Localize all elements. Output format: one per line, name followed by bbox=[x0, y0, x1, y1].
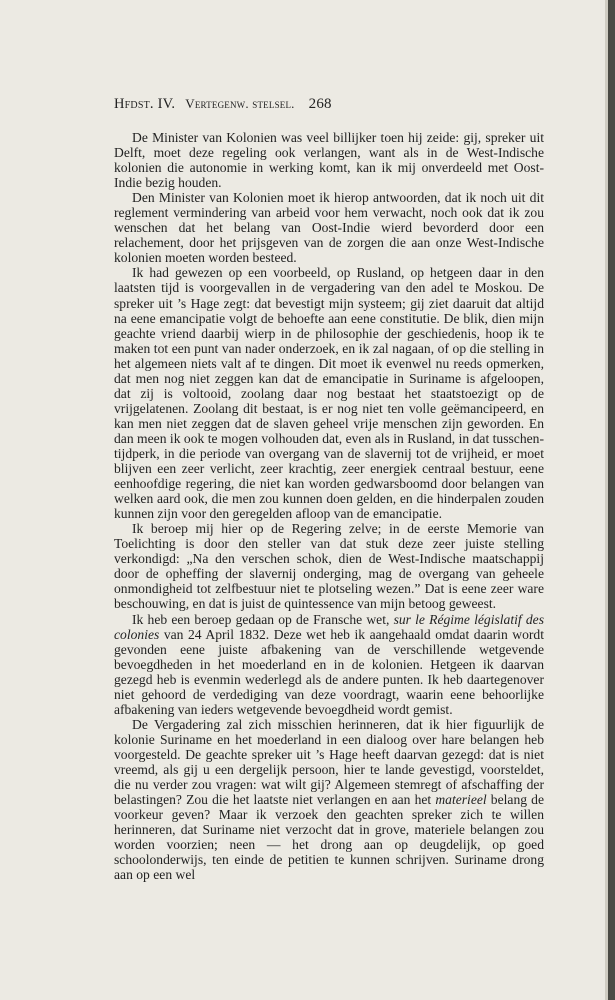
page-number: 268 bbox=[308, 96, 332, 112]
running-head bbox=[114, 96, 544, 120]
chapter-label: Hfdst. IV. bbox=[114, 96, 176, 112]
paragraph-text: Ik heb een beroep gedaan op de Fransche wet, bbox=[132, 611, 394, 627]
paragraph bbox=[114, 521, 544, 611]
paragraph bbox=[114, 130, 544, 190]
paragraph bbox=[114, 265, 544, 521]
page-content bbox=[114, 96, 544, 882]
body-text bbox=[114, 130, 544, 882]
section-label: Vertegenw. stelsel. bbox=[185, 96, 295, 111]
law-title-italic: sur le Régime législatif des colonies bbox=[114, 611, 544, 642]
paragraph bbox=[114, 717, 544, 883]
paragraph-text: Ik had gewezen op een voorbeeld, op Rusland, op hetgeen daar in den laatsten tijd is voorgevallen in de vergadering van den adel te Moskou. De spreker uit ’s Hage zegt: dat bevestigt mijn systeem; gij ziet daaruit dat altijd na eene emancipatie volgt de behoefte aan eene constitutie. De blik, dien mijn geachte vriend daarbij wierp in de philosophie der geschiedenis, hoop ik te maken tot een punt van nader onderzoek, en ik zal nagaan, of op die stelling in het algemeen niets valt af te dingen. Dit moet ik evenwel nu reeds opmerken, dat men nog niet zeggen kan dat de emancipatie in Suriname is afgeloopen, dat zij is voltooid, zoolang daar nog bestaat het staatstoezigt op de vrijgelatenen. Zoolang dit bestaat, is er nog niet ten volle geëmancipeerd, en kan men niet zeggen dat de slaven geheel vrije menschen zijn geworden. En dan meen ik ook te mogen volhouden dat, even als in Rusland, in dat tusschen-tijdperk, in die periode van overgang van de slavernij tot de vrijheid, er moet blijven een zeer verlicht, zeer krachtig, zeer energiek centraal bestuur, eene eenhoofdige regering, die niet kan worden gedwarsboomd door belangen van welken aard ook, die men zou kunnen doen gelden, en die hinderpalen zouden kunnen zijn voor den geregelden afloop van de emancipatie. bbox=[114, 265, 544, 522]
paragraph bbox=[114, 190, 544, 265]
paragraph-text: Ik beroep mij hier op de Regering zelve; in de eerste Memorie van Toelichting is door den steller van dat stuk deze zeer juiste stelling verkondigd: „Na den verschen schok, dien de West-Indische maatschappij door de opheffing der slavernij onderging, mag de overgang van geheele onmondigheid tot zelfbestuur niet te plotseling wezen.” Dat is eene zeer ware beschouwing, en dat is juist de quintessence van mijn betoog geweest. bbox=[114, 521, 544, 612]
paragraph-text: De Minister van Kolonien was veel billijker toen hij zeide: gij, spreker uit Delft, moet deze regeling ook verlangen, want als in de West-Indische kolonien die autonomie in werking komt, kan ik mij onverdeeld met Oost-Indie bezig houden. bbox=[114, 130, 544, 191]
paragraph bbox=[114, 612, 544, 717]
paragraph-text: De Vergadering zal zich misschien herinneren, dat ik hier figuurlijk de kolonie Suriname en het moederland in een dialoog over hare belangen heb voorgesteld. De geachte spreker uit ’s Hage heeft daarvan gezegd: dat is niet vreemd, als gij u een dergelijk persoon, hier te lande gevestigd, voorsteldet, die nu verder zou vragen: wat wilt gij? Algemeen stemregt of afschaffing der belastingen? Zou die het laatste niet verlangen en aan het bbox=[114, 716, 544, 808]
paragraph-text: van 24 April 1832. Deze wet heb ik aangehaald omdat daarin wordt gevonden eene juiste afbakening van de verschillende wetgevende bevoegdheden in het moederland en in de kolonien. Hetgeen ik daarvan gezegd heb is evenmin wederlegd als de andere punten. Ik heb daartegenover niet gehoord de verdediging van deze voordragt, waarin eene behoorlijke afbakening van ieders wetgevende bevoegdheid wordt gemist. bbox=[114, 626, 544, 717]
page-edge bbox=[608, 0, 615, 1000]
paragraph-text: Den Minister van Kolonien moet ik hierop antwoorden, dat ik noch uit dit reglement vermindering van arbeid voor hem verwacht, noch ook dat ik zou wenschen dat het belang van Oost-Indie wierd bevorderd door een relachement, door het prijsgeven van de zorgen die aan onze West-Indische kolonien moeten worden besteed. bbox=[114, 190, 544, 266]
paragraph-text: belang de voorkeur geven? Maar ik verzoek den geachten spreker zich te willen herinneren, dat Suriname niet verzocht dat in grove, materiele belangen zou worden voorzien; neen — het drong aan op deugdelijk, op goed schoolonderwijs, ten einde de petitien te kunnen schrijven. Suriname drong aan op een wel bbox=[114, 792, 544, 883]
emphasis-italic: materieel bbox=[435, 792, 487, 808]
